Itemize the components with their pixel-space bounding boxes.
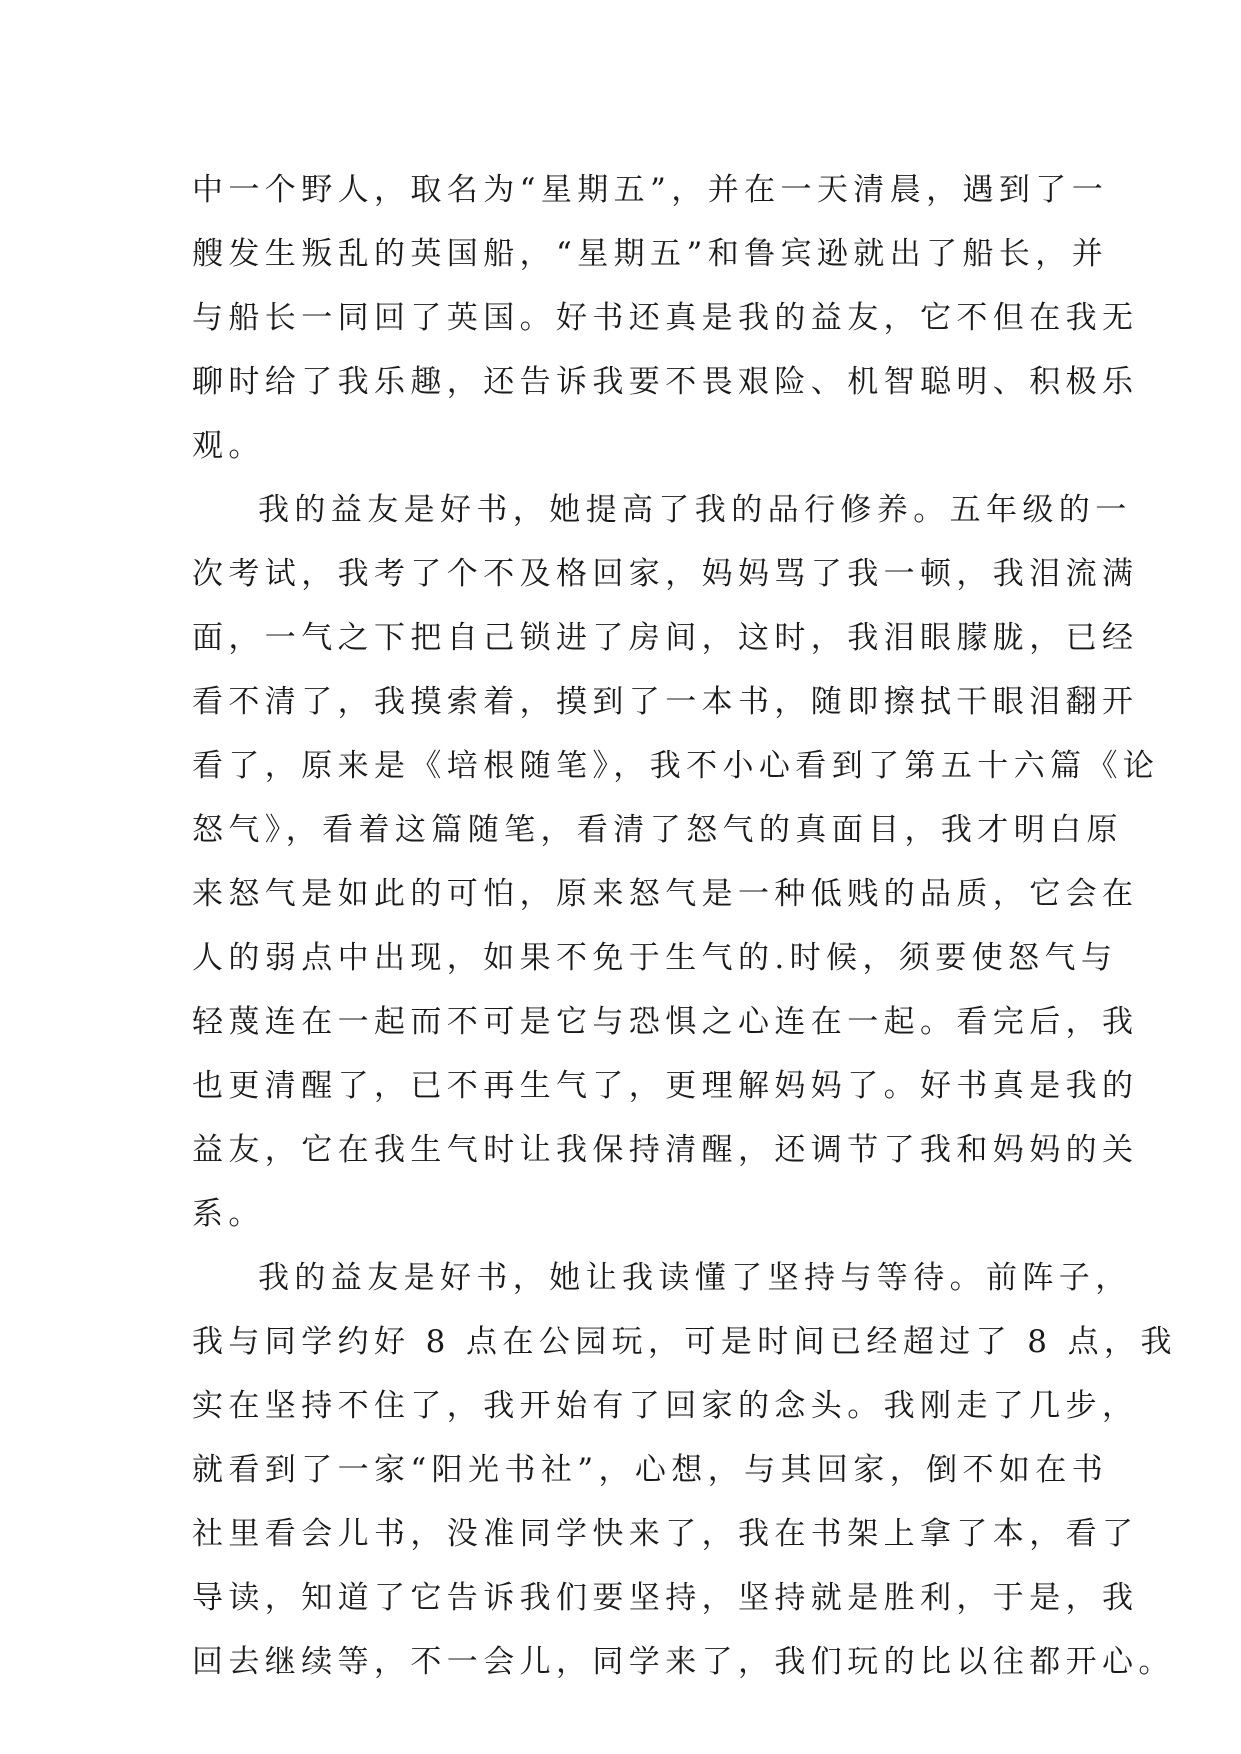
- text-line: 怒气》，看着这篇随笔，看清了怒气的真面目，我才明白原: [192, 812, 1123, 848]
- text-line: 中一个野人，取名为“星期五”，并在一天清晨，遇到了一: [192, 172, 1109, 208]
- text-line: 我的益友是好书，她让我读懂了坚持与等待。前阵子，: [258, 1260, 1132, 1296]
- text-line: 面，一气之下把自己锁进了房间，这时，我泪眼朦胧，已经: [192, 620, 1139, 656]
- text-line: 看了，原来是《培根随笔》，我不小心看到了第五十六篇《论: [192, 748, 1160, 784]
- text-line: 益友，它在我生气时让我保持清醒，还调节了我和妈妈的关: [192, 1132, 1139, 1168]
- text-line: 与船长一同回了英国。好书还真是我的益友，它不但在我无: [192, 300, 1139, 336]
- text-line: 轻蔑连在一起而不可是它与恐惧之心连在一起。看完后，我: [192, 1004, 1139, 1040]
- text-line: 也更清醒了，已不再生气了，更理解妈妈了。好书真是我的: [192, 1068, 1139, 1104]
- text-line: 人的弱点中出现，如果不免于生气的.时候，须要使怒气与: [192, 940, 1118, 976]
- text-line: 实在坚持不住了，我开始有了回家的念头。我刚走了几步，: [192, 1388, 1139, 1424]
- text-line: 来怒气是如此的可怕，原来怒气是一种低贱的品质，它会在: [192, 876, 1139, 912]
- text-line: 社里看会儿书，没准同学快来了，我在书架上拿了本，看了: [192, 1516, 1139, 1552]
- text-line: 艘发生叛乱的英国船，“星期五”和鲁宾逊就出了船长，并: [192, 236, 1109, 272]
- text-line: 就看到了一家“阳光书社”，心想，与其回家，倒不如在书: [192, 1452, 1109, 1488]
- text-line: 观。: [192, 428, 265, 464]
- paragraph-1: [192, 158, 1139, 478]
- text-line: 系。: [192, 1196, 265, 1232]
- text-line: 看不清了，我摸索着，摸到了一本书，随即擦拭干眼泪翻开: [192, 684, 1139, 720]
- text-line: 我的益友是好书，她提高了我的品行修养。五年级的一: [258, 492, 1132, 528]
- text-line: 聊时给了我乐趣，还告诉我要不畏艰险、机智聪明、积极乐: [192, 364, 1139, 400]
- text-line: 回去继续等，不一会儿，同学来了，我们玩的比以往都开心。: [192, 1644, 1175, 1680]
- text-line: 导读，知道了它告诉我们要坚持，坚持就是胜利，于是，我: [192, 1580, 1139, 1616]
- text-line: 次考试，我考了个不及格回家，妈妈骂了我一顿，我泪流满: [192, 556, 1139, 592]
- paragraph-3: [192, 1246, 1177, 1694]
- paragraph-2: [192, 478, 1160, 1246]
- text-line: 我与同学约好 8 点在公园玩，可是时间已经超过了 8 点，我: [192, 1324, 1177, 1360]
- body-text: [192, 158, 1177, 1694]
